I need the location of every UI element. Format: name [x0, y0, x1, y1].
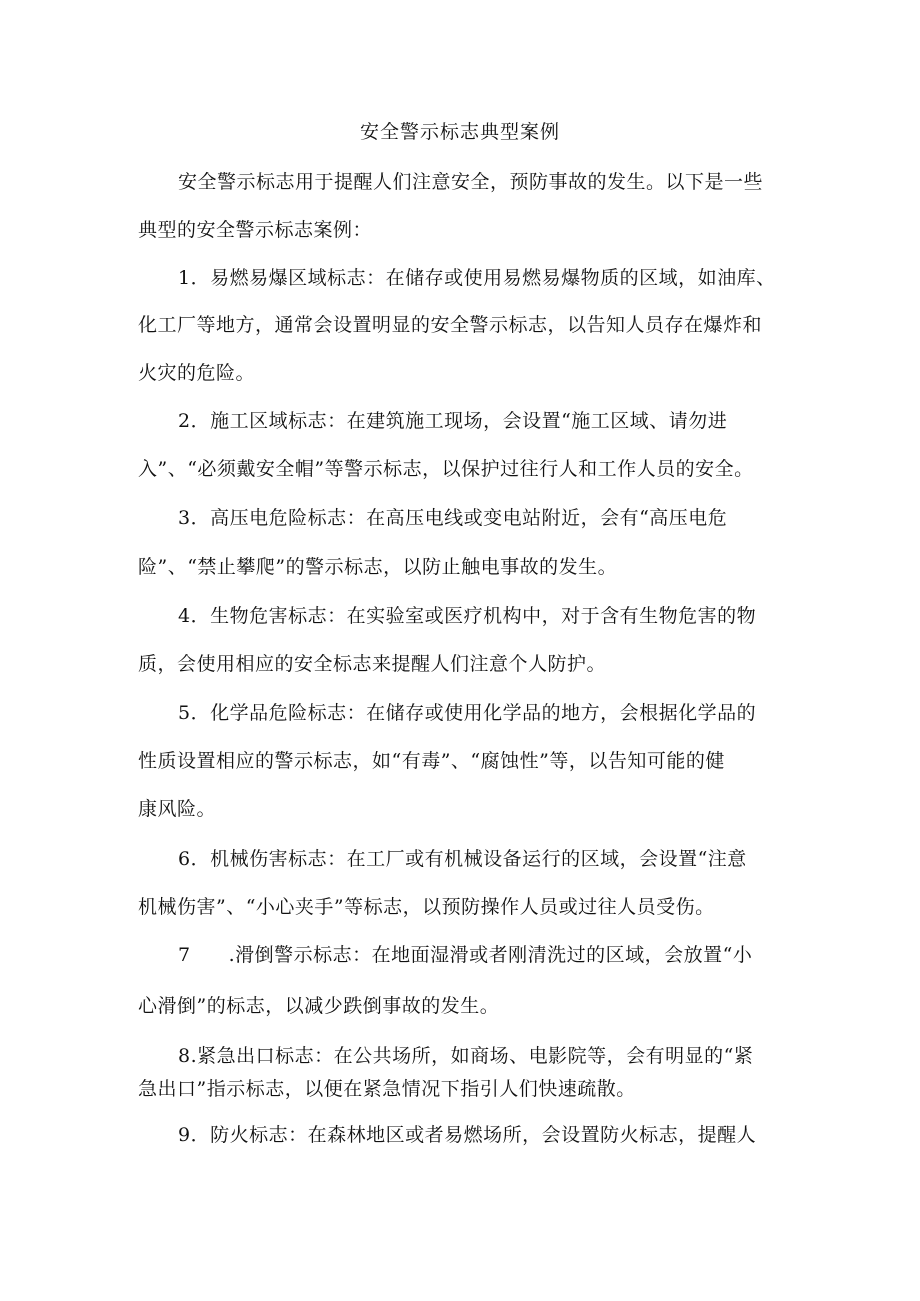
page-title: 安全警示标志典型案例	[359, 121, 560, 143]
item-3-line: 3．高压电危险标志：在高压电线或变电站附近，会有“高压电危	[178, 507, 728, 529]
item-1-line: 化工厂等地方，通常会设置明显的安全警示标志，以告知人员存在爆炸和	[138, 314, 763, 336]
item-8-line: 急出口”指示标志，以便在紧急情况下指引人们快速疏散。	[138, 1078, 636, 1100]
item-3-line: 险”、“禁止攀爬”的警示标志，以防止触电事故的发生。	[138, 556, 618, 578]
item-4-line: 质，会使用相应的安全标志来提醒人们注意个人防护。	[138, 653, 607, 675]
item-2-line: 入”、“必须戴安全帽”等警示标志，以保护过往行人和工作人员的安全。	[138, 458, 754, 480]
item-5-line: 康风险。	[138, 798, 217, 820]
item-4-line: 4．生物危害标志：在实验室或医疗机构中，对于含有生物危害的物	[178, 605, 757, 627]
item-5-line: 5．化学品危险标志：在储存或使用化学品的地方，会根据化学品的	[178, 702, 757, 724]
intro-line: 安全警示标志用于提醒人们注意安全，预防事故的发生。以下是一些	[178, 171, 764, 193]
intro-line: 典型的安全警示标志案例：	[138, 219, 373, 241]
item-1-line: 1．易燃易爆区域标志：在储存或使用易燃易爆物质的区域，如油库、	[178, 267, 776, 289]
item-6-line: 6．机械伤害标志：在工厂或有机械设备运行的区域，会设置“注意	[178, 848, 747, 870]
item-5-line: 性质设置相应的警示标志，如“有毒”、“腐蚀性”等，以告知可能的健	[138, 750, 725, 772]
item-7-first-line	[178, 941, 752, 969]
item-7-text: .滑倒警示标志：在地面湿滑或者刚清洗过的区域，会放置“小	[228, 944, 753, 966]
item-7-number: 7	[178, 944, 191, 966]
item-9-line: 9．防火标志：在森林地区或者易燃场所，会设置防火标志，提醒人	[178, 1124, 757, 1146]
item-8-line: 8.紧急出口标志：在公共场所，如商场、电影院等，会有明显的“紧	[178, 1045, 754, 1067]
item-6-line: 机械伤害”、“小心夹手”等标志，以预防操作人员或过往人员受伤。	[138, 896, 715, 918]
item-2-line: 2．施工区域标志：在建筑施工现场，会设置“施工区域、请勿进	[178, 410, 728, 432]
item-7-line: 心滑倒”的标志，以减少跌倒事故的发生。	[138, 995, 500, 1017]
item-1-line: 火灾的危险。	[138, 362, 256, 384]
